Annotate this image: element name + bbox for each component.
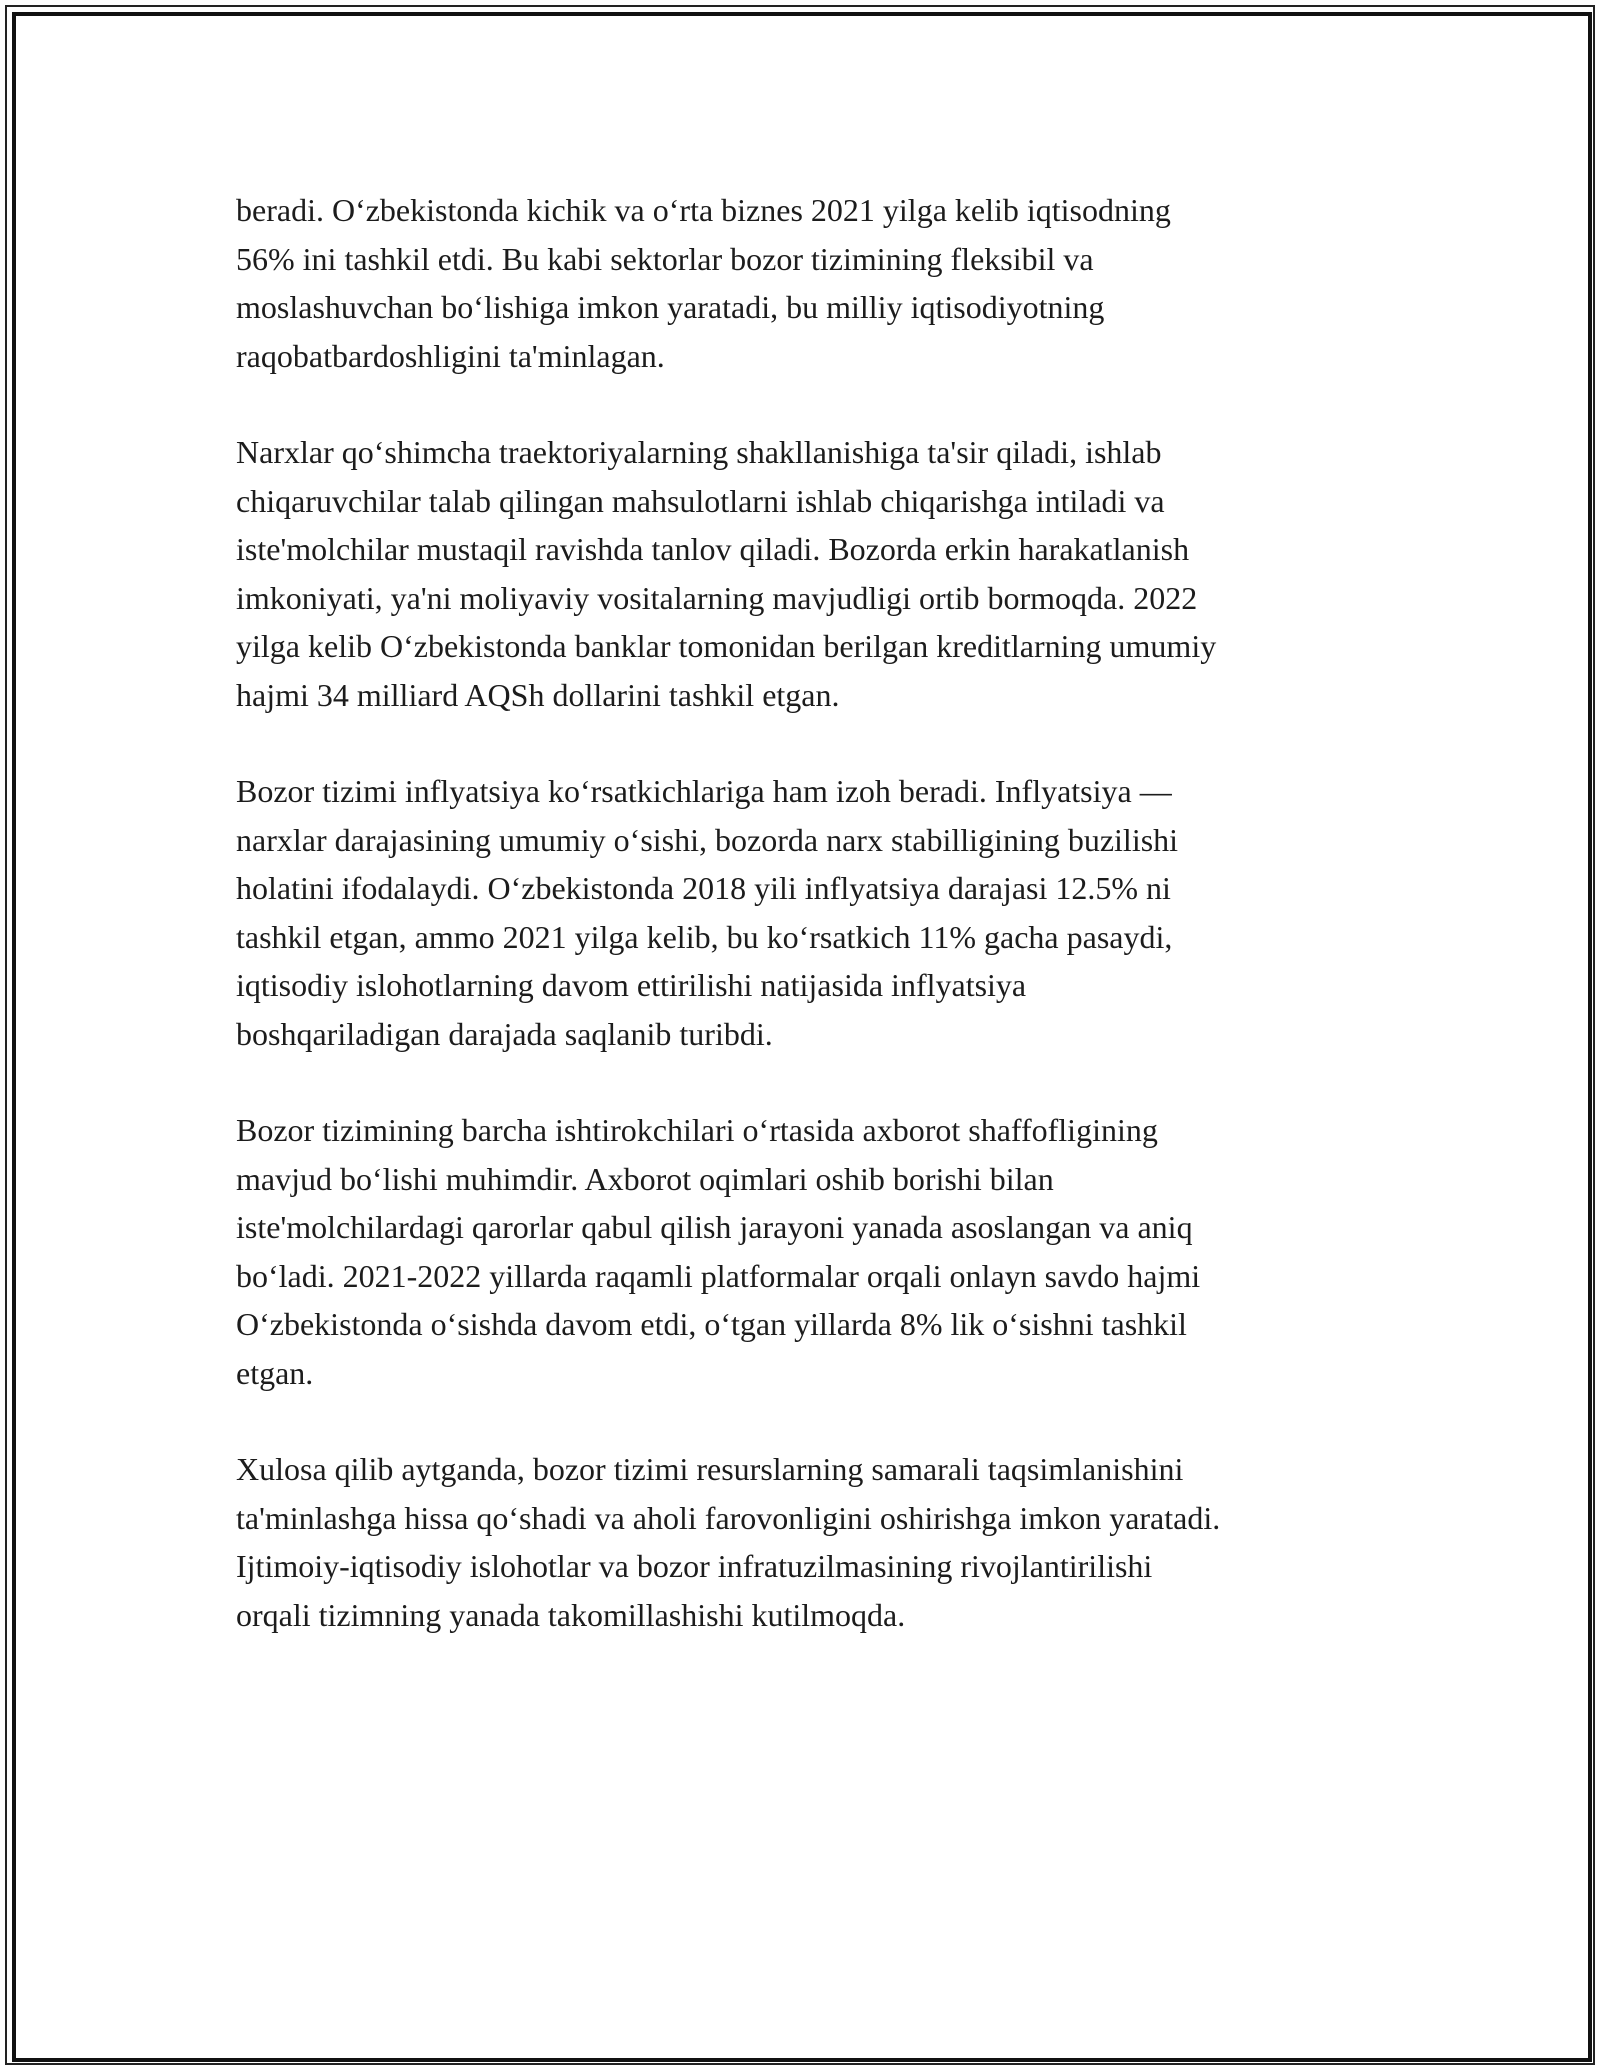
paragraph-inflation: Bozor tizimi inflyatsiya ko‘rsatkichlariga ham izoh beradi. Inflyatsiya — narxlar darajasining umumiy o‘sishi, bozorda narx stabilligining buzilishi holatini ifodalaydi. O‘zbekistonda 2018 yili inflyatsiya darajasi 12.5% ni tashkil etgan, ammo 2021 yilga kelib, bu ko‘rsatkich 11% gacha pasaydi, iqtisodiy islohotlarning davom ettirilishi natijasida inflyatsiya boshqariladigan darajada saqlanib turibdi. <box>236 773 1179 1052</box>
paragraph-information-transparency: Bozor tizimining barcha ishtirokchilari o‘rtasida axborot shaffofligining mavjud bo‘lishi muhimdir. Axborot oqimlari oshib borishi bilan iste'molchilardagi qarorlar qabul qilish jarayoni yanada asoslangan va aniq bo‘ladi. 2021-2022 yillarda raqamli platformalar orqali onlayn savdo hajmi O‘zbekistonda o‘sishda davom etdi, o‘tgan yillarda 8% lik o‘sishni tashkil etgan. <box>236 1112 1201 1391</box>
paragraph-conclusion: Xulosa qilib aytganda, bozor tizimi resurslarning samarali taqsimlanishini ta'minlashga hissa qo‘shadi va aholi farovonligini oshirishga imkon yaratadi. Ijtimoiy-iqtisodiy islohotlar va bozor infratuzilmasining rivojlantirilishi orqali tizimning yanada takomillashishi kutilmoqda. <box>236 1451 1221 1633</box>
document-body <box>236 186 1366 1687</box>
paragraph-prices-credit: Narxlar qo‘shimcha traektoriyalarning shakllanishiga ta'sir qiladi, ishlab chiqaruvchilar talab qilingan mahsulotlarni ishlab chiqarishga intiladi va iste'molchilar mustaqil ravishda tanlov qiladi. Bozorda erkin harakatlanish imkoniyati, ya'ni moliyaviy vositalarning mavjudligi ortib bormoqda. 2022 yilga kelib O‘zbekistonda banklar tomonidan berilgan kreditlarning umumiy hajmi 34 milliard AQSh dollarini tashkil etgan. <box>236 434 1217 713</box>
paragraph-small-business: beradi. O‘zbekistonda kichik va o‘rta biznes 2021 yilga kelib iqtisodning 56% ini tashkil etdi. Bu kabi sektorlar bozor tizimining fleksibil va moslashuvchan bo‘lishiga imkon yaratadi, bu milliy iqtisodiyotning raqobatbardoshligini ta'minlagan. <box>236 192 1171 374</box>
